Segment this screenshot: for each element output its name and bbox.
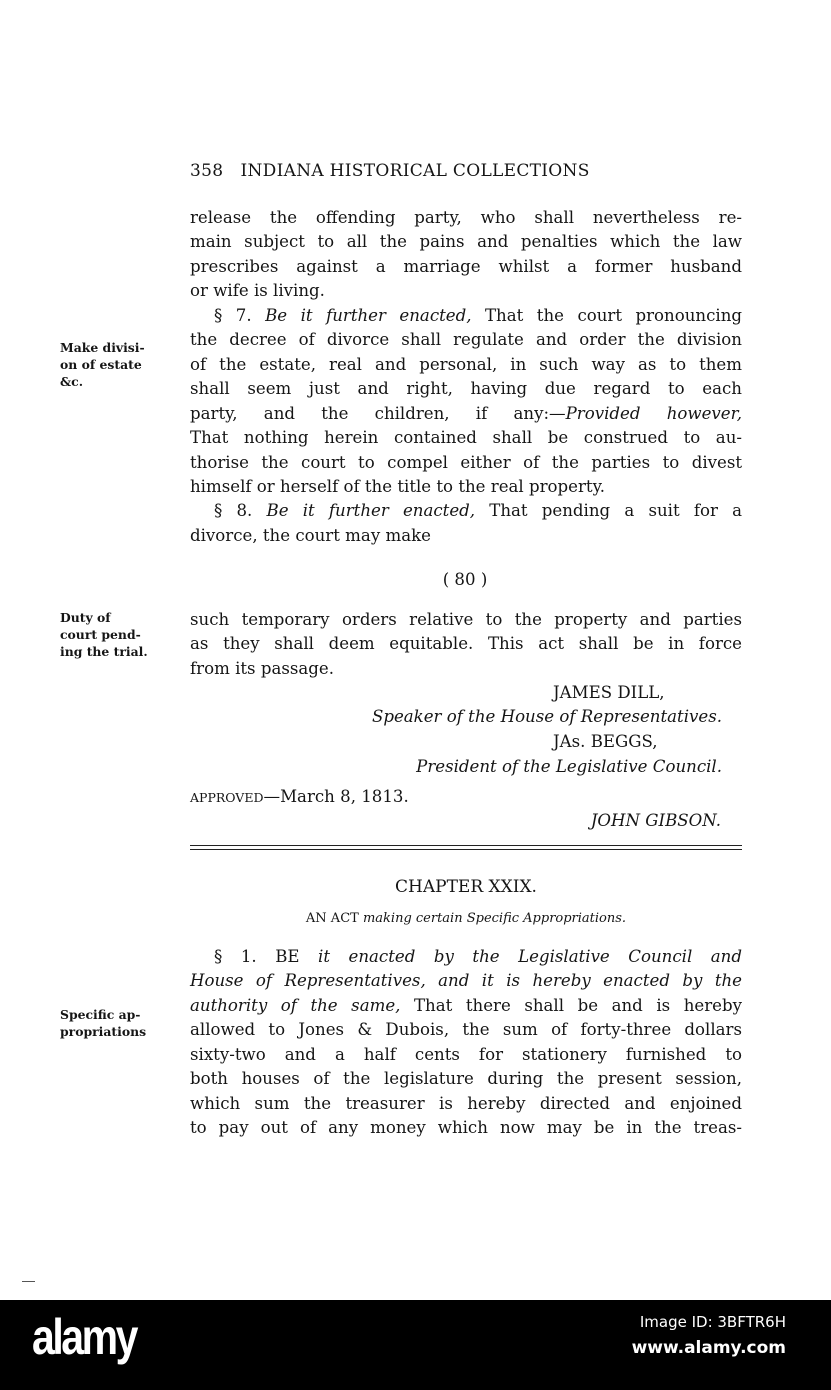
margin-note-line: on of estate <box>60 357 142 372</box>
text-line <box>190 1020 742 1040</box>
text-segment: release the offending party, who shall nevertheless re- <box>190 208 742 227</box>
text-line <box>214 306 742 326</box>
text-segment: main subject to all the pains and penalties which the law <box>190 232 742 252</box>
text-segment: That nothing herein contained shall be construed to au- <box>190 428 742 448</box>
text-line <box>214 947 742 967</box>
text-line <box>190 610 742 630</box>
text-segment: it enacted by the Legislative Council and <box>318 947 742 966</box>
running-title: INDIANA HISTORICAL COLLECTIONS <box>240 161 590 181</box>
text-segment: as they shall deem equitable. This act shall be in force <box>190 634 742 654</box>
text-line <box>190 428 742 448</box>
text-segment: shall seem just and right, having due regard to each <box>190 379 742 399</box>
text-line <box>190 996 742 1016</box>
text-segment: That pending a suit for a <box>475 501 742 521</box>
text-line <box>190 453 742 473</box>
text-segment: House of Representatives, and it is hereby enacted by the <box>190 971 742 991</box>
divider-rule <box>190 849 742 850</box>
text-line <box>190 659 742 679</box>
governor-signature: JOHN GIBSON. <box>590 811 721 830</box>
text-segment: which sum the treasurer is hereby directed and enjoined <box>190 1093 742 1113</box>
text-segment: Be it further enacted, <box>265 305 472 325</box>
divider-rule <box>190 845 742 846</box>
text-line <box>190 257 742 277</box>
text-segment: allowed to Jones & Dubois, the sum of forty-three dollars <box>190 1020 742 1040</box>
margin-note-line: &c. <box>60 374 84 389</box>
margin-note-line: Specific ap- <box>60 1007 141 1022</box>
text-line <box>190 1094 742 1114</box>
text-segment: Provided however, <box>565 403 742 423</box>
text-segment: Be it further enacted, <box>266 501 476 521</box>
scan-mark <box>22 1281 35 1282</box>
text-segment: § 1. BE <box>214 947 319 966</box>
text-segment: from its passage. <box>190 658 334 678</box>
speaker-name: JAMES DILL, <box>553 683 665 702</box>
text-line <box>190 404 742 424</box>
text-line <box>190 1069 742 1089</box>
text-segment: sixty-two and a half cents for stationery furnished to <box>190 1044 742 1064</box>
text-segment: That there shall be and is hereby <box>400 995 742 1015</box>
act-prefix: AN ACT <box>305 911 359 926</box>
alamy-logo: alamy <box>32 1309 136 1365</box>
text-line <box>190 634 742 654</box>
approved-label: APPROVED <box>190 790 264 805</box>
text-segment: or wife is living. <box>190 281 325 301</box>
text-segment: party, and the children, if any:— <box>190 403 566 423</box>
president-title: President of the Legislative Council. <box>416 757 722 776</box>
act-name: making certain Specific Appropriations. <box>362 911 627 926</box>
text-segment: § 7. <box>214 305 266 325</box>
watermark-banner <box>0 1300 831 1390</box>
text-line <box>190 355 742 375</box>
margin-note-line: Duty of <box>60 610 111 625</box>
watermark-url: www.alamy.com <box>631 1338 786 1358</box>
text-line <box>190 330 742 350</box>
text-line <box>190 526 742 546</box>
text-line <box>190 281 742 301</box>
text-segment: divorce, the court may make <box>190 525 431 545</box>
image-id: Image ID: 3BFTR6H <box>639 1313 786 1331</box>
running-header <box>190 161 590 181</box>
text-segment: both houses of the legislature during the present session, <box>190 1069 742 1089</box>
margin-note-line: propriations <box>60 1024 147 1039</box>
text-line <box>214 501 742 521</box>
margin-note-line: ing the trial. <box>60 644 148 659</box>
text-line <box>190 379 742 399</box>
act-title <box>190 911 742 926</box>
text-segment: prescribes against a marriage whilst a former husband <box>190 256 742 276</box>
text-segment: thorise the court to compel either of the parties to divest <box>190 452 742 472</box>
text-line <box>190 208 742 228</box>
approved-date: —March 8, 1813. <box>263 787 409 806</box>
text-segment: § 8. <box>214 501 267 521</box>
margin-note-line: court pend- <box>60 627 141 642</box>
text-segment: to pay out of any money which now may be in the treas- <box>190 1118 742 1138</box>
president-name: JAs. BEGGS, <box>553 732 658 751</box>
text-segment: of the estate, real and personal, in such way as to them <box>190 354 742 374</box>
text-line <box>190 971 742 991</box>
text-line <box>190 1045 742 1065</box>
text-line <box>190 477 742 497</box>
text-segment: the decree of divorce shall regulate and order the division <box>190 330 742 350</box>
speaker-title: Speaker of the House of Representatives. <box>371 707 722 726</box>
text-line <box>190 1118 742 1138</box>
text-segment: himself or herself of the title to the real property. <box>190 476 606 496</box>
chapter-title: CHAPTER XXIX. <box>395 877 537 897</box>
text-segment: That the court pronouncing <box>471 305 743 325</box>
margin-note-line: Make divisi- <box>60 340 145 355</box>
approved-line <box>190 787 409 806</box>
text-segment: authority of the same, <box>190 995 401 1015</box>
page-number: 358 <box>190 161 224 181</box>
original-page-marker: ( 80 ) <box>442 570 488 589</box>
text-line <box>190 232 742 252</box>
text-segment: such temporary orders relative to the property and parties <box>190 610 742 629</box>
